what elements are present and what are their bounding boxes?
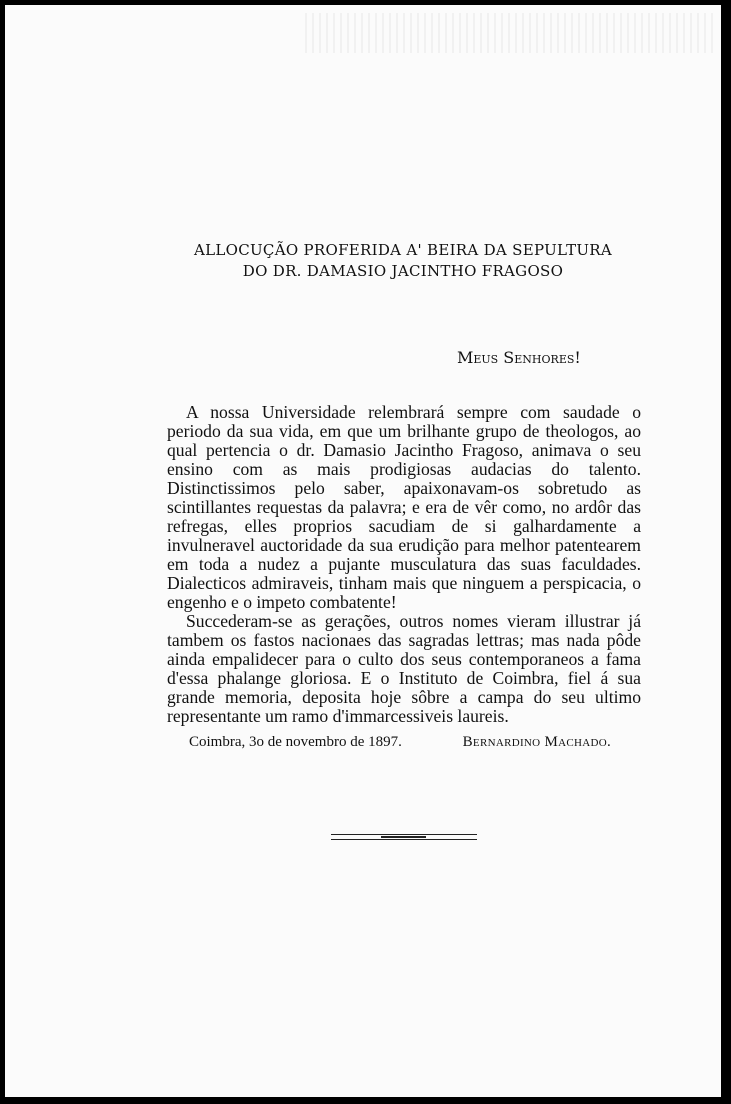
body-text	[167, 403, 641, 726]
salutation: Meus Senhores!	[457, 348, 581, 367]
ornamental-rule	[331, 834, 477, 840]
paragraph-1: A nossa Universidade relembrará sempre com saudade o periodo da sua vida, em que um brilhante grupo de theologos, ao qual pertencia o dr. Damasio Jacintho Fragoso, animava o seu ensino com as mais prodigiosas audacias do talento. Distinctissimos pelo saber, apaixonavam-os sobretudo as scintillantes requestas da palavra; e era de vêr como, no ardôr das refregas, elles proprios sacudiam de si galhardamente a invulneravel auctoridade da sua erudição para melhor patentearem em toda a nudez a pujante musculatura das suas faculdades. Dialecticos admiraveis, tinham mais que ninguem a perspicacia, o engenho e o impeto combatente!	[167, 402, 641, 612]
author-signature: Bernardino Machado.	[462, 734, 611, 750]
heading-line-2: DO DR. DAMASIO JACINTHO FRAGOSO	[242, 262, 564, 280]
paragraph-2: Succederam-se as gerações, outros nomes vieram illustrar já tambem os fastos nacionaes das sagradas lettras; mas nada pôde ainda empalidecer para o culto dos seus contemporaneos a fama d'essa phalange gloriosa. E o Instituto de Coimbra, fiel á sua grande memoria, deposita hoje sôbre a campa do seu ultimo representante um ramo d'immarcessiveis laureis.	[167, 611, 641, 726]
paper-texture	[305, 13, 715, 53]
document-page	[5, 5, 721, 1097]
heading-line-1: ALLOCUÇÃO PROFERIDA A' BEIRA DA SEPULTURA	[193, 241, 613, 259]
date-place: Coimbra, 3o de novembro de 1897.	[189, 734, 402, 750]
